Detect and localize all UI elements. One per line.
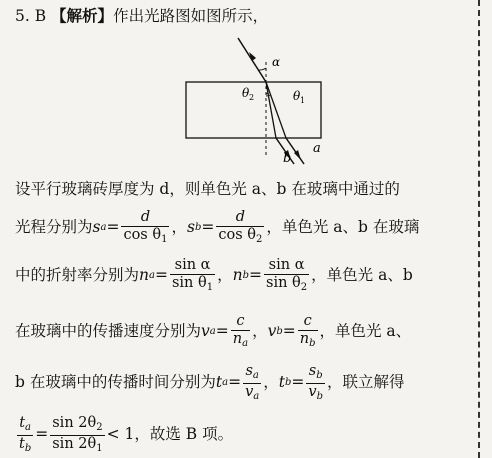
b-sub: b xyxy=(309,338,316,350)
fraction-sb xyxy=(216,210,264,246)
s-text: s xyxy=(308,363,317,379)
b-sub: b xyxy=(316,390,323,402)
line6-suffix: < 1，故选 B 项。 xyxy=(106,425,234,444)
label-theta1: θ xyxy=(293,89,301,103)
dashed-margin-line xyxy=(478,0,480,458)
glass-slab xyxy=(186,82,321,138)
tb-symbol: t xyxy=(278,373,285,392)
theta2-sub: 2 xyxy=(300,282,308,294)
a-sub: a xyxy=(25,422,32,433)
n-text: n xyxy=(299,331,310,348)
comma: ， xyxy=(252,322,268,341)
cos-text: cos θ xyxy=(218,227,256,244)
label-alpha: α xyxy=(272,55,281,69)
fraction-na-den xyxy=(170,274,215,294)
va-sub: a xyxy=(209,325,216,337)
equals-sign: = xyxy=(228,373,242,392)
angle-arc-alpha xyxy=(258,68,266,70)
line2-prefix: 光程分别为 xyxy=(15,218,93,237)
fraction-ta-tb-num xyxy=(17,416,33,435)
text-line-6 xyxy=(15,416,233,454)
fraction-sa xyxy=(121,210,169,246)
theta2-sub: 2 xyxy=(256,234,263,246)
header-text: 作出光路图如图所示， xyxy=(113,7,269,25)
label-ray-b: b xyxy=(283,151,292,166)
cos-text: cos θ xyxy=(123,227,162,244)
fraction-sin2-num xyxy=(50,416,104,435)
comma: ， xyxy=(217,266,233,285)
label-ray-a: a xyxy=(313,141,321,156)
text-line-3 xyxy=(15,258,413,294)
equals-sign: = xyxy=(35,425,49,444)
t-text: t xyxy=(19,415,26,431)
fraction-vb xyxy=(298,314,318,350)
a-sub: a xyxy=(242,338,249,350)
theta1-sub: 1 xyxy=(161,234,168,246)
fraction-nb-num: sin α xyxy=(268,257,305,273)
label-theta2-sub: 2 xyxy=(249,93,255,102)
fraction-vb-num: c xyxy=(303,313,312,329)
line3-prefix: 中的折射率分别为 xyxy=(15,266,140,285)
sin-theta-text: sin θ xyxy=(171,275,207,292)
fraction-ta-tb-den xyxy=(17,435,33,455)
fraction-sb-den xyxy=(216,226,264,246)
comma: ， xyxy=(171,218,187,237)
equals-sign: = xyxy=(215,322,229,341)
question-number: 5. B xyxy=(15,7,52,25)
line4-suffix: ，单色光 a、 xyxy=(319,322,412,341)
fraction-sin2 xyxy=(50,416,104,454)
vb-symbol: v xyxy=(267,322,277,341)
fraction-va xyxy=(231,314,250,350)
fraction-tb-den xyxy=(306,383,325,403)
fraction-va-num: c xyxy=(236,313,245,329)
nb-sub: b xyxy=(242,269,250,281)
answer-header xyxy=(15,9,268,25)
text-line-1: 设平行玻璃砖厚度为 d，则单色光 a、b 在玻璃中通过的 xyxy=(15,180,400,198)
na-sub: a xyxy=(149,269,155,281)
equals-sign: = xyxy=(249,266,263,285)
v-text: v xyxy=(245,383,254,400)
fraction-sa-den xyxy=(121,226,169,246)
a-sub: a xyxy=(253,390,260,402)
vb-sub: b xyxy=(276,325,283,337)
a-sub: a xyxy=(252,370,259,381)
sin2-text: sin 2θ xyxy=(52,415,97,431)
equals-sign: = xyxy=(106,218,120,237)
fraction-va-den xyxy=(231,330,250,350)
comma: ， xyxy=(263,373,279,392)
equals-sign: = xyxy=(201,218,215,237)
n-text: n xyxy=(232,331,243,348)
text-line-4 xyxy=(15,314,411,350)
fraction-ta-tb xyxy=(17,416,33,454)
refracted-ray-b xyxy=(266,82,276,138)
light-path-diagram xyxy=(180,34,330,170)
fraction-na xyxy=(170,258,215,294)
fraction-sa-num: d xyxy=(140,209,151,225)
fraction-tb xyxy=(306,364,325,402)
equals-sign: = xyxy=(282,322,296,341)
b-sub: b xyxy=(316,370,323,381)
va-symbol: v xyxy=(201,322,210,341)
theta1-sub: 1 xyxy=(96,442,103,454)
fraction-sb-num: d xyxy=(235,209,246,225)
fraction-tb-num xyxy=(307,364,325,383)
fraction-ta xyxy=(243,364,261,402)
analysis-tag: 【解析】 xyxy=(51,7,114,25)
sin-theta-text: sin θ xyxy=(266,275,301,292)
b-sub: b xyxy=(24,442,32,454)
text-line-5 xyxy=(15,364,405,402)
line3-suffix: ，单色光 a、b xyxy=(311,266,413,285)
sa-sub: a xyxy=(100,221,107,233)
fraction-vb-den xyxy=(298,330,318,350)
theta2-sub: 2 xyxy=(96,422,103,433)
s-text: s xyxy=(245,363,253,379)
ta-sub: a xyxy=(222,377,229,388)
sa-symbol: s xyxy=(92,218,101,237)
fraction-sin2-den xyxy=(50,435,104,455)
label-theta1-sub: 1 xyxy=(300,96,306,105)
theta1-sub: 1 xyxy=(206,282,214,294)
fraction-ta-den xyxy=(243,383,261,403)
sin2-text: sin 2θ xyxy=(52,435,97,452)
na-symbol: n xyxy=(139,266,149,285)
refracted-ray-a xyxy=(266,82,286,138)
sb-sub: b xyxy=(194,221,202,233)
nb-symbol: n xyxy=(232,266,243,285)
sb-symbol: s xyxy=(186,218,195,237)
equals-sign: = xyxy=(154,266,168,285)
v-text: v xyxy=(308,383,317,400)
fraction-na-num: sin α xyxy=(174,257,211,273)
line4-prefix: 在玻璃中的传播速度分别为 xyxy=(15,322,202,341)
line2-suffix: ，单色光 a、b 在玻璃 xyxy=(266,218,420,237)
equals-sign: = xyxy=(291,373,305,392)
line5-suffix: ，联立解得 xyxy=(327,373,405,392)
fraction-ta-num xyxy=(243,364,260,383)
text-line-2 xyxy=(15,210,419,246)
line5-prefix: b 在玻璃中的传播时间分别为 xyxy=(15,373,216,392)
label-theta2: θ xyxy=(242,86,250,100)
fraction-nb xyxy=(264,258,309,294)
ta-symbol: t xyxy=(215,373,223,392)
tb-sub: b xyxy=(284,377,292,388)
fraction-nb-den xyxy=(264,274,309,294)
t-text: t xyxy=(19,435,25,452)
